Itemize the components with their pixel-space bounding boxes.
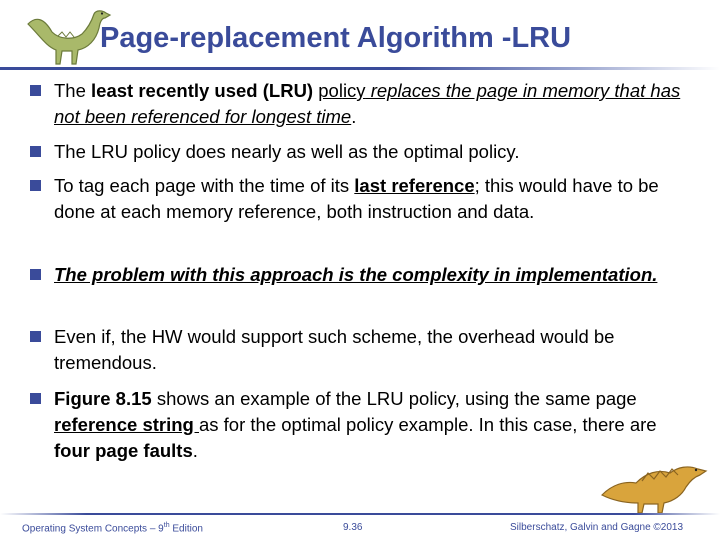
bullet-text [54, 386, 695, 464]
bullet-text-segment: The [54, 80, 92, 101]
bullet-square-icon [30, 146, 41, 157]
bullet-square-icon [30, 269, 41, 280]
bullet-text-segment: . [351, 106, 357, 127]
bullet-item-1 [30, 78, 695, 130]
bullet-text-segment: last reference [354, 175, 475, 196]
page-title: Page-replacement Algorithm -LRU [100, 22, 572, 54]
footer-course-sup: th [163, 522, 170, 529]
bullet-text-segment: . [192, 440, 198, 461]
bullet-square-icon [30, 180, 41, 191]
bullet-text-segment: The problem with this approach is the complexity in implementation. [54, 264, 658, 285]
bullet-text [54, 139, 695, 165]
bullet-item-3 [30, 173, 695, 225]
bullet-text-segment: The LRU policy does nearly as well as the optimal policy. [54, 141, 520, 162]
bullet-text-segment: Figure 8.15 [54, 388, 152, 409]
bullet-text-segment: reference string [54, 414, 199, 435]
bullet-text-segment: replaces the page in memory that has not been referenced for longest time [54, 80, 681, 127]
title-divider [0, 67, 720, 70]
footer-copyright: Silberschatz, Galvin and Gagne ©2013 [510, 522, 684, 533]
bullet-text-segment: as for the optimal policy example. In this case, there are [198, 414, 657, 435]
bullet-item-4 [30, 262, 695, 288]
bullet-text [54, 173, 695, 225]
footer-course-suffix: Edition [169, 523, 203, 535]
bullet-square-icon [30, 85, 41, 96]
footer-course [22, 522, 203, 534]
footer-page-number: 9.36 [343, 522, 363, 533]
bullet-item-5 [30, 324, 695, 376]
bullet-item-2 [30, 139, 695, 165]
bullet-text-segment: ; this would have to be done at each memory reference, both instruction and data. [54, 175, 659, 222]
dinosaur-bottom-icon [598, 455, 710, 517]
bullet-text-segment: four page faults [54, 440, 193, 461]
bullet-text-segment: shows an example of the LRU policy, using the same page [151, 388, 637, 409]
bullet-text [54, 262, 695, 288]
bullet-text [54, 324, 695, 376]
bullet-text-segment: least recently used (LRU) [91, 80, 314, 101]
footer-divider [0, 513, 720, 515]
bullet-square-icon [30, 331, 41, 342]
bullet-item-6 [30, 386, 695, 464]
bullet-text-segment: Even if, the HW would support such scheme, the overhead would be tremendous. [54, 326, 615, 373]
bullet-text-segment: To tag each page with the time of its [54, 175, 355, 196]
bullet-square-icon [30, 393, 41, 404]
footer-course-prefix: Operating System Concepts – 9 [22, 523, 164, 535]
bullet-text-segment: policy [318, 80, 366, 101]
bullet-text [54, 78, 695, 130]
